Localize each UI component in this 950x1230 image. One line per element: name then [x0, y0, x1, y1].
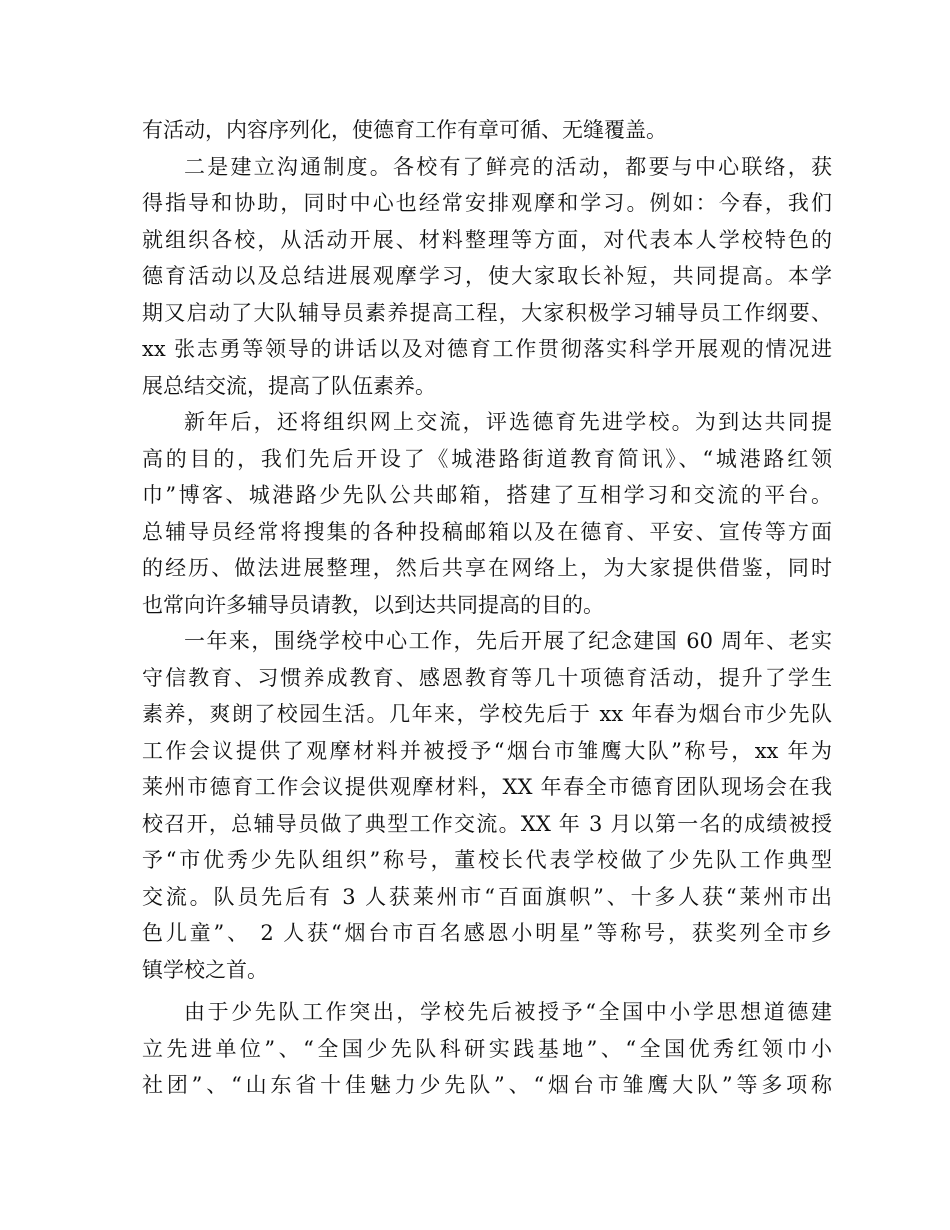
text-line: 德育活动以及总结进展观摩学习，使大家取长补短，共同提高。本学	[142, 264, 832, 288]
text-line: 交流。队员先后有 3 人获莱州市“百面旗帜”、十多人获“莱州市出	[142, 884, 832, 909]
text-line: 高的目的，我们先后开设了《城港路街道教育简讯》、“城港路红领	[142, 446, 832, 471]
text-line: 社团”、“山东省十佳魅力少先队”、“烟台市雏鹰大队”等多项称	[142, 1073, 832, 1097]
text-line: 予“市优秀少先队组织”称号，董校长代表学校做了少先队工作典型	[142, 848, 832, 872]
text-line: 新年后，还将组织网上交流，评选德育先进学校。为到达共同提	[184, 410, 832, 434]
text-line: 有活动，内容序列化，使德育工作有章可循、无缝覆盖。	[142, 118, 667, 142]
text-line: 也常向许多辅导员请教，以到达共同提高的目的。	[142, 592, 604, 617]
text-line: 巾”博客、城港路少先队公共邮箱，搭建了互相学习和交流的平台。	[142, 483, 832, 507]
text-line: 素养，爽朗了校园生活。几年来，学校先后于 xx 年春为烟台市少先队	[142, 702, 832, 726]
text-line: 期又启动了大队辅导员素养提高工程，大家积极学习辅导员工作纲要、	[142, 300, 832, 325]
paragraph	[142, 149, 832, 405]
text-line: 镇学校之首。	[142, 957, 268, 982]
text-line: xx 张志勇等领导的讲话以及对德育工作贯彻落实科学开展观的情况进	[142, 337, 832, 361]
paragraph	[142, 404, 832, 623]
text-line: 展总结交流，提高了队伍素养。	[142, 373, 436, 398]
paragraph	[142, 623, 832, 988]
text-line: 总辅导员经常将搜集的各种投稿邮箱以及在德育、平安、宣传等方面	[142, 519, 832, 544]
text-line: 二是建立沟通制度。各校有了鲜亮的活动，都要与中心联络，获	[184, 154, 832, 179]
text-line: 工作会议提供了观摩材料并被授予“烟台市雏鹰大队”称号，xx 年为	[142, 738, 832, 763]
paragraph	[142, 112, 832, 149]
text-line: 的经历、做法进展整理，然后共享在网络上，为大家提供借鉴，同时	[142, 556, 832, 580]
text-line: 由于少先队工作突出，学校先后被授予“全国中小学思想道德建	[184, 1000, 832, 1024]
paragraph	[142, 994, 832, 1104]
text-line: 校召开，总辅导员做了典型工作交流。XX 年 3 月以第一名的成绩被授	[142, 811, 832, 836]
text-line: 就组织各校，从活动开展、材料整理等方面，对代表本人学校特色的	[142, 227, 832, 252]
text-line: 莱州市德育工作会议提供观摩材料，XX 年春全市德育团队现场会在我	[142, 775, 832, 799]
text-line: 立先进单位”、“全国少先队科研实践基地”、“全国优秀红领巾小	[142, 1036, 832, 1061]
text-line: 色儿童”、 2 人获“烟台市百名感恩小明星”等称号，获奖列全市乡	[142, 921, 832, 945]
text-line: 一年来，围绕学校中心工作，先后开展了纪念建国 60 周年、老实	[184, 629, 832, 653]
text-line: 得指导和协助，同时中心也经常安排观摩和学习。例如：今春，我们	[142, 191, 832, 215]
text-line: 守信教育、习惯养成教育、感恩教育等几十项德育活动，提升了学生	[142, 665, 832, 690]
body-text	[142, 112, 832, 1104]
